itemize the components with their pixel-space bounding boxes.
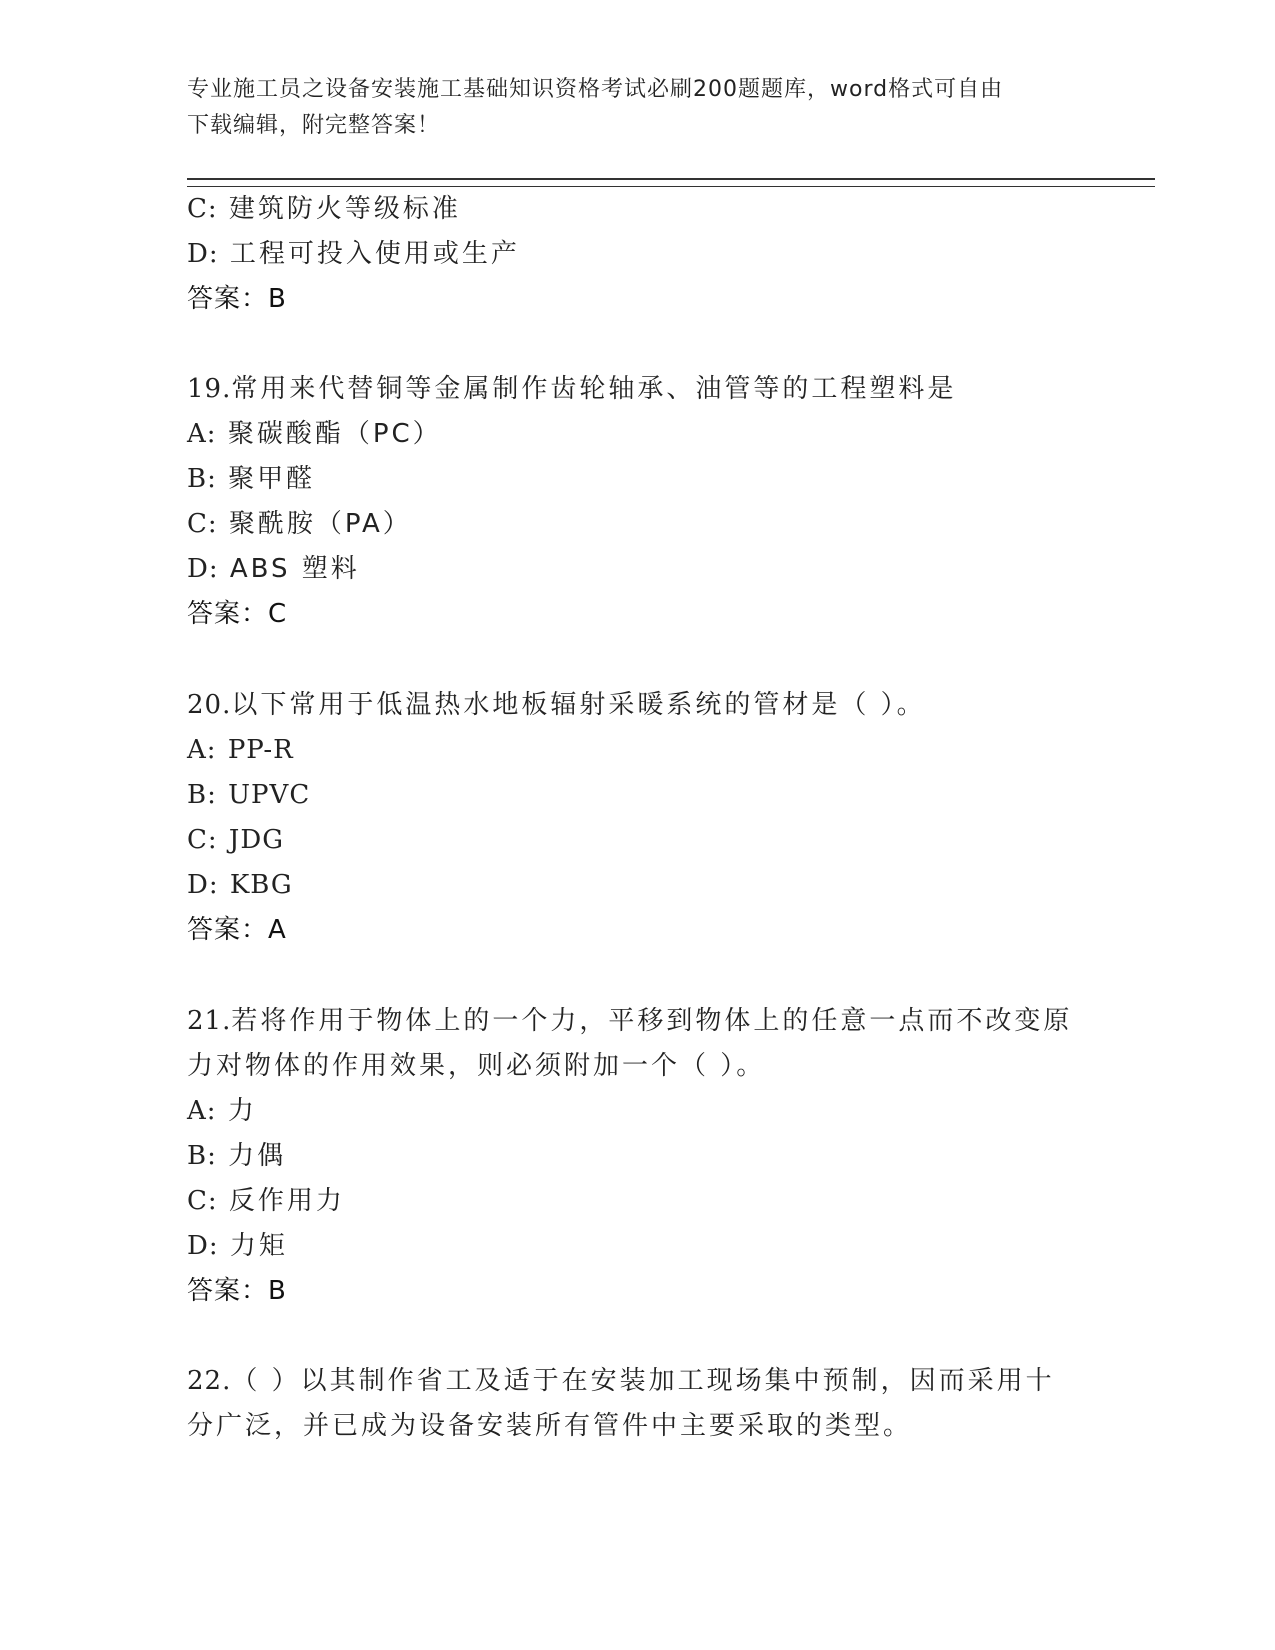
- question-stem: 21.若将作用于物体上的一个力，平移到物体上的任意一点而不改变原: [187, 1006, 1073, 1036]
- option-c: C: JDG: [187, 825, 284, 855]
- option-d: D: 工程可投入使用或生产: [187, 239, 520, 269]
- answer-line: 答案：A: [187, 915, 287, 945]
- option-b: B: 聚甲醛: [187, 464, 316, 494]
- answer-line: 答案：B: [187, 284, 287, 314]
- option-d: D: 力矩: [187, 1231, 288, 1261]
- question-stem-continued: 分广泛，并已成为设备安装所有管件中主要采取的类型。: [187, 1411, 913, 1441]
- option-a: A: 力: [187, 1096, 257, 1126]
- option-d: D: ABS 塑料: [187, 554, 360, 584]
- question-stem: 20.以下常用于低温热水地板辐射采暖系统的管材是（ ）。: [187, 690, 926, 720]
- header-line-1: 专业施工员之设备安装施工基础知识资格考试必刷200题题库，word格式可自由: [187, 77, 1004, 102]
- answer-line: 答案：C: [187, 599, 288, 629]
- option-c: C: 聚酰胺（PA）: [187, 509, 412, 539]
- option-c: C: 反作用力: [187, 1186, 345, 1216]
- option-a: A: 聚碳酸酯（PC）: [187, 419, 442, 449]
- answer-line: 答案：B: [187, 1276, 287, 1306]
- document-header: [187, 72, 1087, 144]
- option-d: D: KBG: [187, 870, 293, 900]
- option-c: C: 建筑防火等级标准: [187, 194, 461, 224]
- question-stem: 22.（ ）以其制作省工及适于在安装加工现场集中预制，因而采用十: [187, 1366, 1055, 1396]
- question-stem-continued: 力对物体的作用效果，则必须附加一个（ ）。: [187, 1051, 766, 1081]
- option-a: A: PP-R: [187, 735, 294, 765]
- question-stem: 19.常用来代替铜等金属制作齿轮轴承、油管等的工程塑料是: [187, 374, 957, 404]
- option-b: B: 力偶: [187, 1141, 287, 1171]
- option-b: B: UPVC: [187, 780, 311, 810]
- header-line-2: 下载编辑，附完整答案！: [187, 113, 441, 138]
